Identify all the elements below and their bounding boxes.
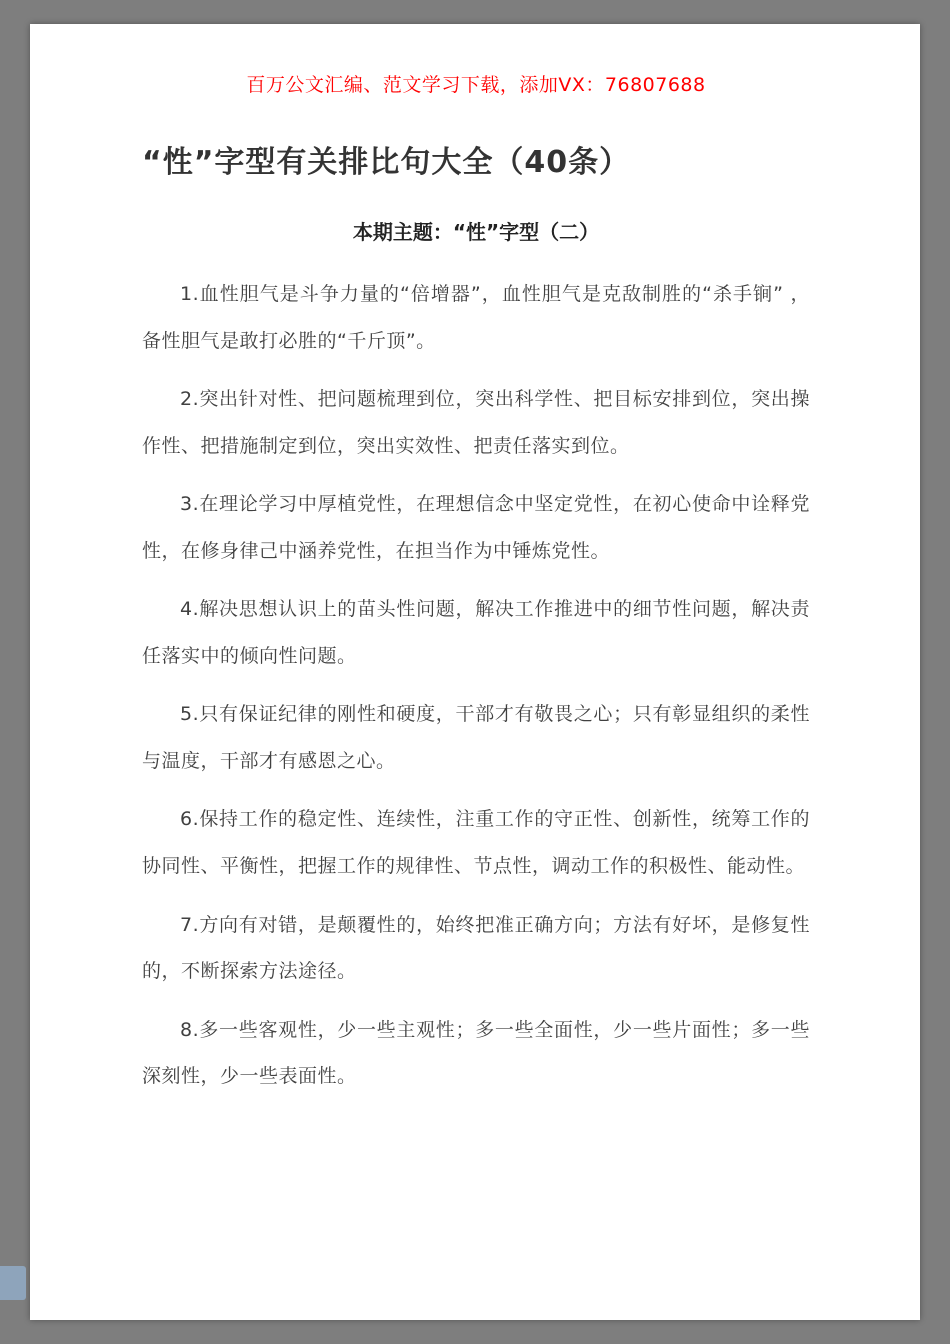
paragraph-8: 8.多一些客观性，少一些主观性；多一些全面性，少一些片面性；多一些深刻性，少一些表面性。	[142, 1018, 810, 1088]
document-title: “性”字型有关排比句大全（40条）	[142, 145, 631, 180]
paragraph-6: 6.保持工作的稳定性、连续性，注重工作的守正性、创新性，统筹工作的协同性、平衡性，把握工作的规律性、节点性，调动工作的积极性、能动性。	[142, 808, 810, 878]
paragraph-1: 1.血性胆气是斗争力量的“倍增器”，血性胆气是克敌制胜的“杀手锏” ，备性胆气是敢打必胜的“千斤顶”。	[142, 283, 810, 352]
document-page	[30, 24, 920, 1320]
document-body	[142, 271, 810, 1100]
paragraph-2: 2.突出针对性、把问题梳理到位，突出科学性、把目标安排到位，突出操作性、把措施制定到位，突出实效性、把责任落实到位。	[142, 388, 810, 457]
paragraph-4: 4.解决思想认识上的苗头性问题，解决工作推进中的细节性问题，解决责任落实中的倾向性问题。	[142, 598, 810, 667]
document-subtitle: 本期主题：“性”字型（二）	[352, 220, 600, 244]
paragraph-3: 3.在理论学习中厚植党性，在理想信念中坚定党性，在初心使命中诠释党性，在修身律己中涵养党性，在担当作为中锤炼党性。	[142, 493, 810, 562]
viewer-corner-widget[interactable]	[0, 1266, 26, 1300]
paragraph-5: 5.只有保证纪律的刚性和硬度，干部才有敬畏之心；只有彰显组织的柔性与温度，干部才有感恩之心。	[142, 703, 810, 772]
promo-header-text: 百万公文汇编、范文学习下载，添加VX：76807688	[246, 74, 706, 96]
paragraph-7: 7.方向有对错，是颠覆性的，始终把准正确方向；方法有好坏，是修复性的，不断探索方法途径。	[142, 913, 810, 983]
